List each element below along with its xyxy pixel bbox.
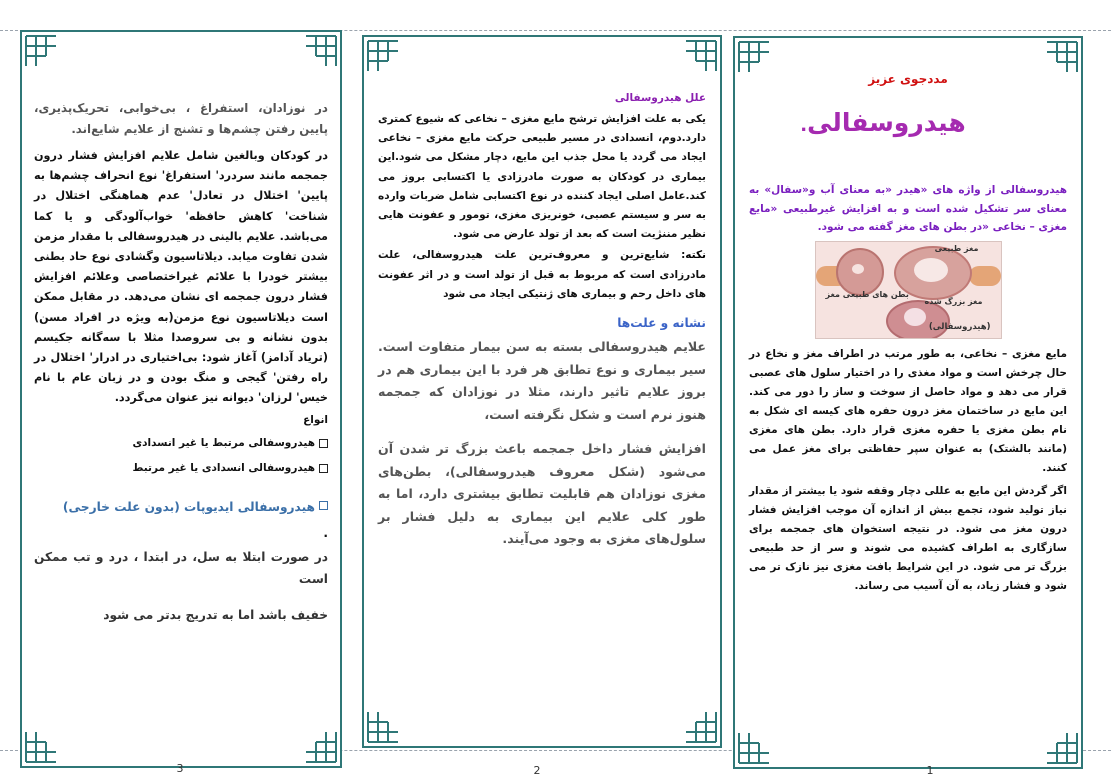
pressure-description-text: اگر گردش این مایع به عللی دچار وقفه شود یا بیشتر از مقدار نیاز تولید شود، تجمع بیش از اندازه آن موجب افزایش فشار درون مغز می شود. در نتیجه استخوان های جمجمه برای سازگاری به اطراف کشیده می شوند و سر از حد طبیعی بزرگ تر می شود. در این شرایط بافت مغزی نیز نازک تر می شود و فشار زیاد، به آن آسیب می رساند. bbox=[749, 484, 1067, 592]
corner-ornament-bottom-right-icon bbox=[684, 710, 718, 744]
corner-ornament-bottom-left-icon bbox=[366, 710, 400, 744]
note-label: نکته bbox=[685, 249, 706, 262]
tb-text-line-2: خفیف باشد اما به تدریج بدتر می شود bbox=[103, 607, 328, 622]
intro-text: هیدروسفالی از واژه های «هیدر «به معنای آب و«سفال» به معنای سر تشکیل شده است و به افزایش غیرطبیعی «مایع مغزی – نخاعی «در بطن های مغز گفته می شود. bbox=[749, 184, 1067, 233]
corner-ornament-top-right-icon bbox=[1045, 40, 1079, 74]
panel-1-content bbox=[749, 72, 1067, 723]
type-item-1 bbox=[34, 434, 328, 453]
panel-page-2 bbox=[362, 35, 722, 748]
note-paragraph bbox=[378, 246, 706, 304]
panel-page-3 bbox=[20, 30, 342, 768]
page-number-3: 3 bbox=[176, 762, 184, 775]
pressure-text: افزایش فشار داخل جمجمه باعث بزرگ تر شدن آن می‌شود (شکل معروف هیدروسفالی)، بطن‌های مغزی نوزادان هم قابلیت تطابق بیشتری دارد، اما به طور کلی علایم این بیماری به دلیل فشار بر سلول‌های مغزی به وجود می‌آیند. bbox=[378, 441, 706, 547]
normal-ventricle-image bbox=[852, 264, 864, 274]
type-item-2-label: هیدروسفالی انسدادی یا غیر مرتبط bbox=[132, 461, 315, 474]
hand-right-image bbox=[969, 266, 1001, 286]
corner-ornament-bottom-right-icon bbox=[1045, 731, 1079, 765]
separator-dot: . bbox=[323, 525, 328, 540]
corner-ornament-top-left-icon bbox=[24, 34, 58, 68]
checkbox-bullet-icon bbox=[319, 439, 328, 448]
figure-label-bottom: مغز بزرگ شده bbox=[924, 296, 983, 306]
corner-ornament-top-left-icon bbox=[366, 39, 400, 73]
figure-label-mid: بطن های طبیعی مغز bbox=[825, 289, 909, 299]
panel-3-content bbox=[34, 98, 328, 722]
title-dot: . bbox=[800, 115, 808, 136]
corner-ornament-bottom-left-icon bbox=[24, 730, 58, 764]
panel-2-content bbox=[378, 89, 706, 702]
corner-ornament-top-left-icon bbox=[737, 40, 771, 74]
figure-label-top: مغز طبیعی bbox=[934, 243, 979, 253]
title-text: هیدروسفالی bbox=[807, 108, 966, 137]
csf-description-text: مایع مغزی – نخاعی، به طور مرتب در اطراف مغز و نخاع در حال چرخش است و مواد مغذی را در اختیار سلول های عصبی قرار می دهد و مواد حاصل از سوخت و ساز را دور می کند. این مایع در ساختمان مغز درون حفره های کیسه ای شکل به نام بطن مغزی یا حفره مغزی قرار دارد. بطن های مغزی (مانند بالشتک) به عنوان سپر حفاظتی برای مغز عمل می کنند. bbox=[749, 347, 1067, 474]
checkbox-bullet-icon bbox=[319, 464, 328, 473]
tb-text-line-1: در صورت ابتلا به سل، در ابتدا ، درد و تب ممکن است bbox=[34, 549, 328, 586]
note-text: : شایع‌ترین و معروف‌ترین علت هیدروسفالی، علت مادرزادی است که مربوط به قبل از تولد است و در اثر عفونت های داخل رحم و بیماری های ژنتیکی ایجاد می شود bbox=[378, 249, 706, 300]
figure-caption: (هیدروسفالی) bbox=[928, 321, 991, 332]
enlarged-ventricle-image bbox=[914, 258, 948, 282]
greeting-text: مددجوی عزیز bbox=[868, 72, 948, 86]
type-item-3 bbox=[34, 496, 328, 518]
brochure-title bbox=[749, 108, 1067, 137]
types-heading: انواع bbox=[303, 413, 328, 426]
corner-ornament-bottom-right-icon bbox=[304, 730, 338, 764]
type-item-1-label: هیدروسفالی مرتبط یا غیر انسدادی bbox=[132, 436, 315, 449]
corner-ornament-top-right-icon bbox=[304, 34, 338, 68]
page-number-1: 1 bbox=[926, 764, 934, 777]
panel-page-1 bbox=[733, 36, 1083, 769]
causes-heading: علل هیدروسفالی bbox=[614, 92, 706, 104]
type-item-3-label: هیدروسفالی ایدیوپات (بدون علت خارجی) bbox=[62, 499, 315, 514]
corner-ornament-top-right-icon bbox=[684, 39, 718, 73]
corner-ornament-bottom-left-icon bbox=[737, 731, 771, 765]
signs-text: علایم هیدروسفالی بسته به سن بیمار متفاوت است. سیر بیماری و نوع تطابق هر فرد با این بیماری هم در بروز علایم تاثیر دارند، مثلا در نوزادان که جمجمه هنوز نرم است و شکل نگرفته است، bbox=[378, 339, 706, 422]
type-item-2 bbox=[34, 459, 328, 478]
causes-text: یکی به علت افزایش ترشح مایع مغزی – نخاعی که شیوع کمتری دارد.دوم، انسدادی در مسیر طبیعی حرکت مایع مغزی – نخاعی ایجاد می گردد یا محل جذب این مایع، دچار مشکل می شود.این بیماری در کودکان به صورت مادرزادی یا اکتسابی بروز می کند.عامل اصلی ایجاد کننده در نوع اکتسابی شامل ضربات وارده به سر و سیستم عصبی، خونریزی مغزی، تومور و عفونت هایی نظیر مننژیت است که بعد از تولد عارض می شود. bbox=[378, 113, 706, 241]
hydrocephalus-illustration bbox=[815, 241, 1002, 339]
child-symptoms-text: در کودکان وبالغین شامل علایم افزایش فشار درون جمجمه مانند سردرد' استفراغ' نوع انحراف چشم‌ها به پایین' اختلال در تعادل' عدم هماهنگی اختلال در شناخت' کاهش حافظه' خواب‌آلودگی و یا کما می‌باشد. علایم بالینی در هیدروسفالی با مقدار مزمن شدن تفاوت میابد. دیلاتاسیون وگشادی نوع حاد بطنی بیشتر خودرا با علائم غیراختصاصی وعلائم افزایش فشار درون جمجمه ای نشان می‌دهد. در مقابل ممکن است دیلاتاسیون نوع مزمن(به ویژه در افراد مسن) بدون نشانه و بی سروصدا مثلا با سه‌گانه جکیسم (تریاد آدامز) آغاز شود: بی‌اختیاری در ادرار' اختلال در راه رفتن' گیجی و منگ بودن و در زبان عام با نام خیس' لرزان' دیوانه نیز عنوان می‌گردد. bbox=[34, 149, 328, 405]
checkbox-bullet-icon bbox=[319, 501, 328, 510]
page-number-2: 2 bbox=[533, 764, 541, 777]
signs-heading: نشانه و علت‌ها bbox=[617, 316, 706, 331]
infant-symptoms-text: در نوزادان، استفراغ ، بی‌خوابی، تحریک‌پذیری، پایین رفتن چشم‌ها و تشنج از علایم شایع‌اند. bbox=[34, 101, 328, 136]
hydrocephalus-ventricle-image bbox=[904, 308, 926, 326]
